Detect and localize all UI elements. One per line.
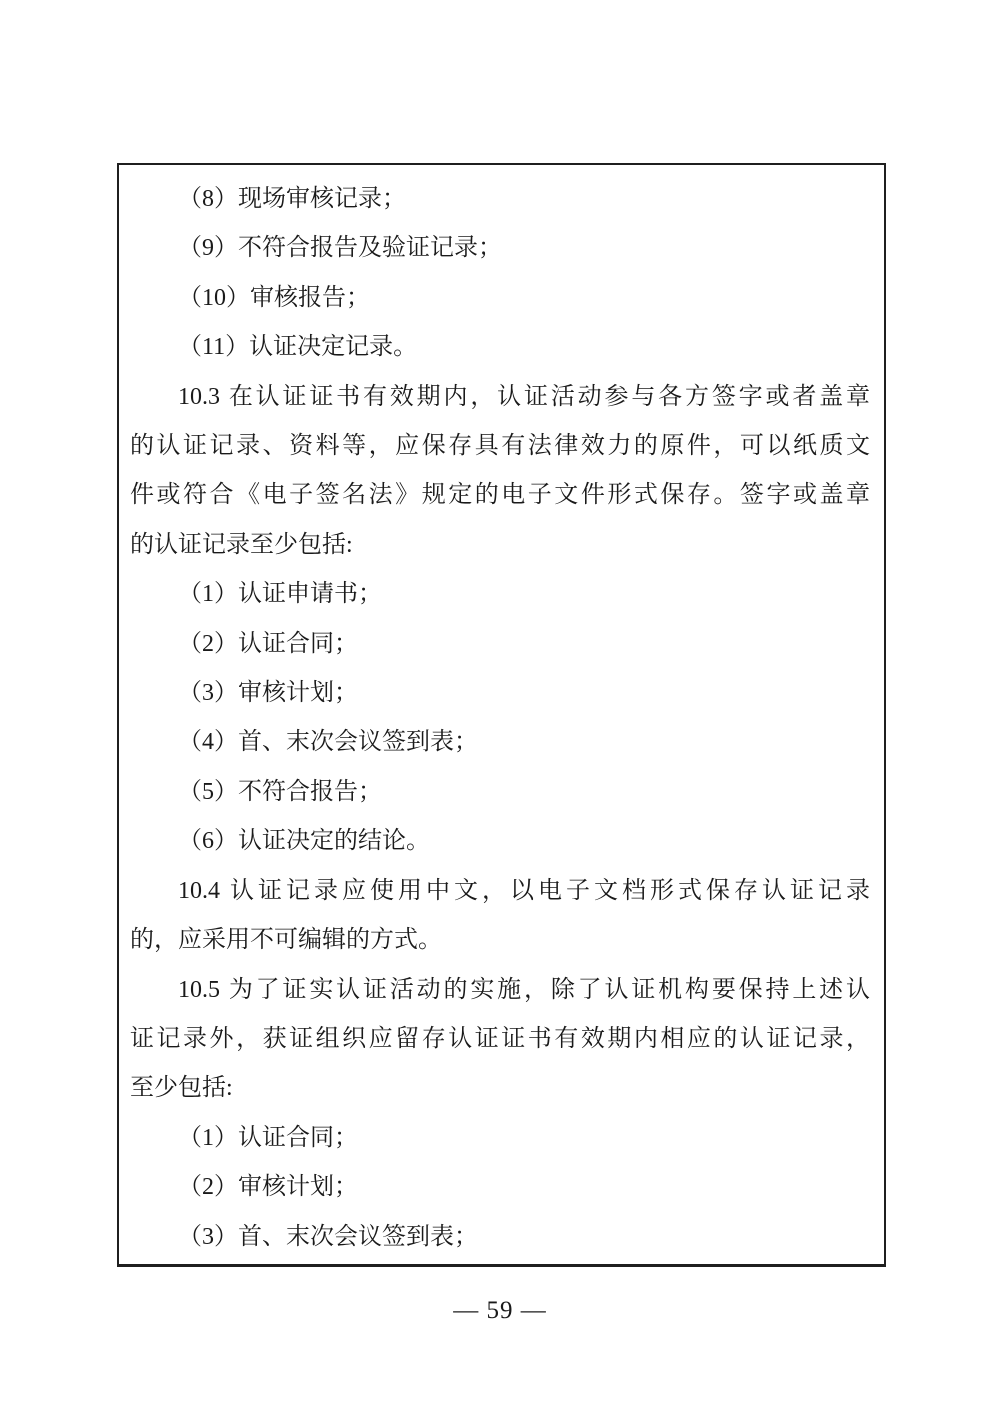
document-line: （5）不符合报告； [178, 778, 382, 805]
document-line: 证记录外，获证组织应留存认证证书有效期内相应的认证记录， [130, 1025, 870, 1052]
document-line: （3）首、末次会议签到表； [178, 1223, 478, 1250]
document-line: 的，应采用不可编辑的方式。 [130, 927, 442, 954]
document-body [130, 175, 870, 1262]
document-line: （8）现场审核记录； [178, 186, 406, 212]
document-line: 至少包括: [130, 1075, 233, 1102]
document-line: （3）审核计划； [178, 680, 358, 707]
document-line: 10.3 在认证证书有效期内，认证活动参与各方签字或者盖章 [178, 383, 870, 410]
page-number: — 59 — [453, 1297, 547, 1324]
document-line: 10.5 为了证实认证活动的实施，除了认证机构要保持上述认 [178, 976, 870, 1003]
document-line: （2）认证合同； [178, 630, 358, 657]
content-frame [117, 163, 886, 1267]
document-line: （2）审核计划； [178, 1174, 358, 1201]
document-line: （1）认证申请书； [178, 581, 382, 608]
document-line: （10）审核报告； [178, 284, 370, 311]
document-line: （9）不符合报告及验证记录； [178, 235, 502, 262]
document-line: （6）认证决定的结论。 [178, 828, 430, 855]
document-line: （4）首、末次会议签到表； [178, 729, 478, 756]
document-line: （11）认证决定记录。 [178, 334, 418, 361]
document-line: 的认证记录、资料等，应保存具有法律效力的原件，可以纸质文 [130, 433, 870, 460]
document-line: （1）认证合同； [178, 1124, 358, 1151]
document-line: 10.4 认证记录应使用中文，以电子文档形式保存认证记录 [178, 877, 870, 904]
document-line: 件或符合《电子签名法》规定的电子文件形式保存。签字或盖章 [130, 482, 870, 509]
document-line: 的认证记录至少包括: [130, 531, 353, 558]
